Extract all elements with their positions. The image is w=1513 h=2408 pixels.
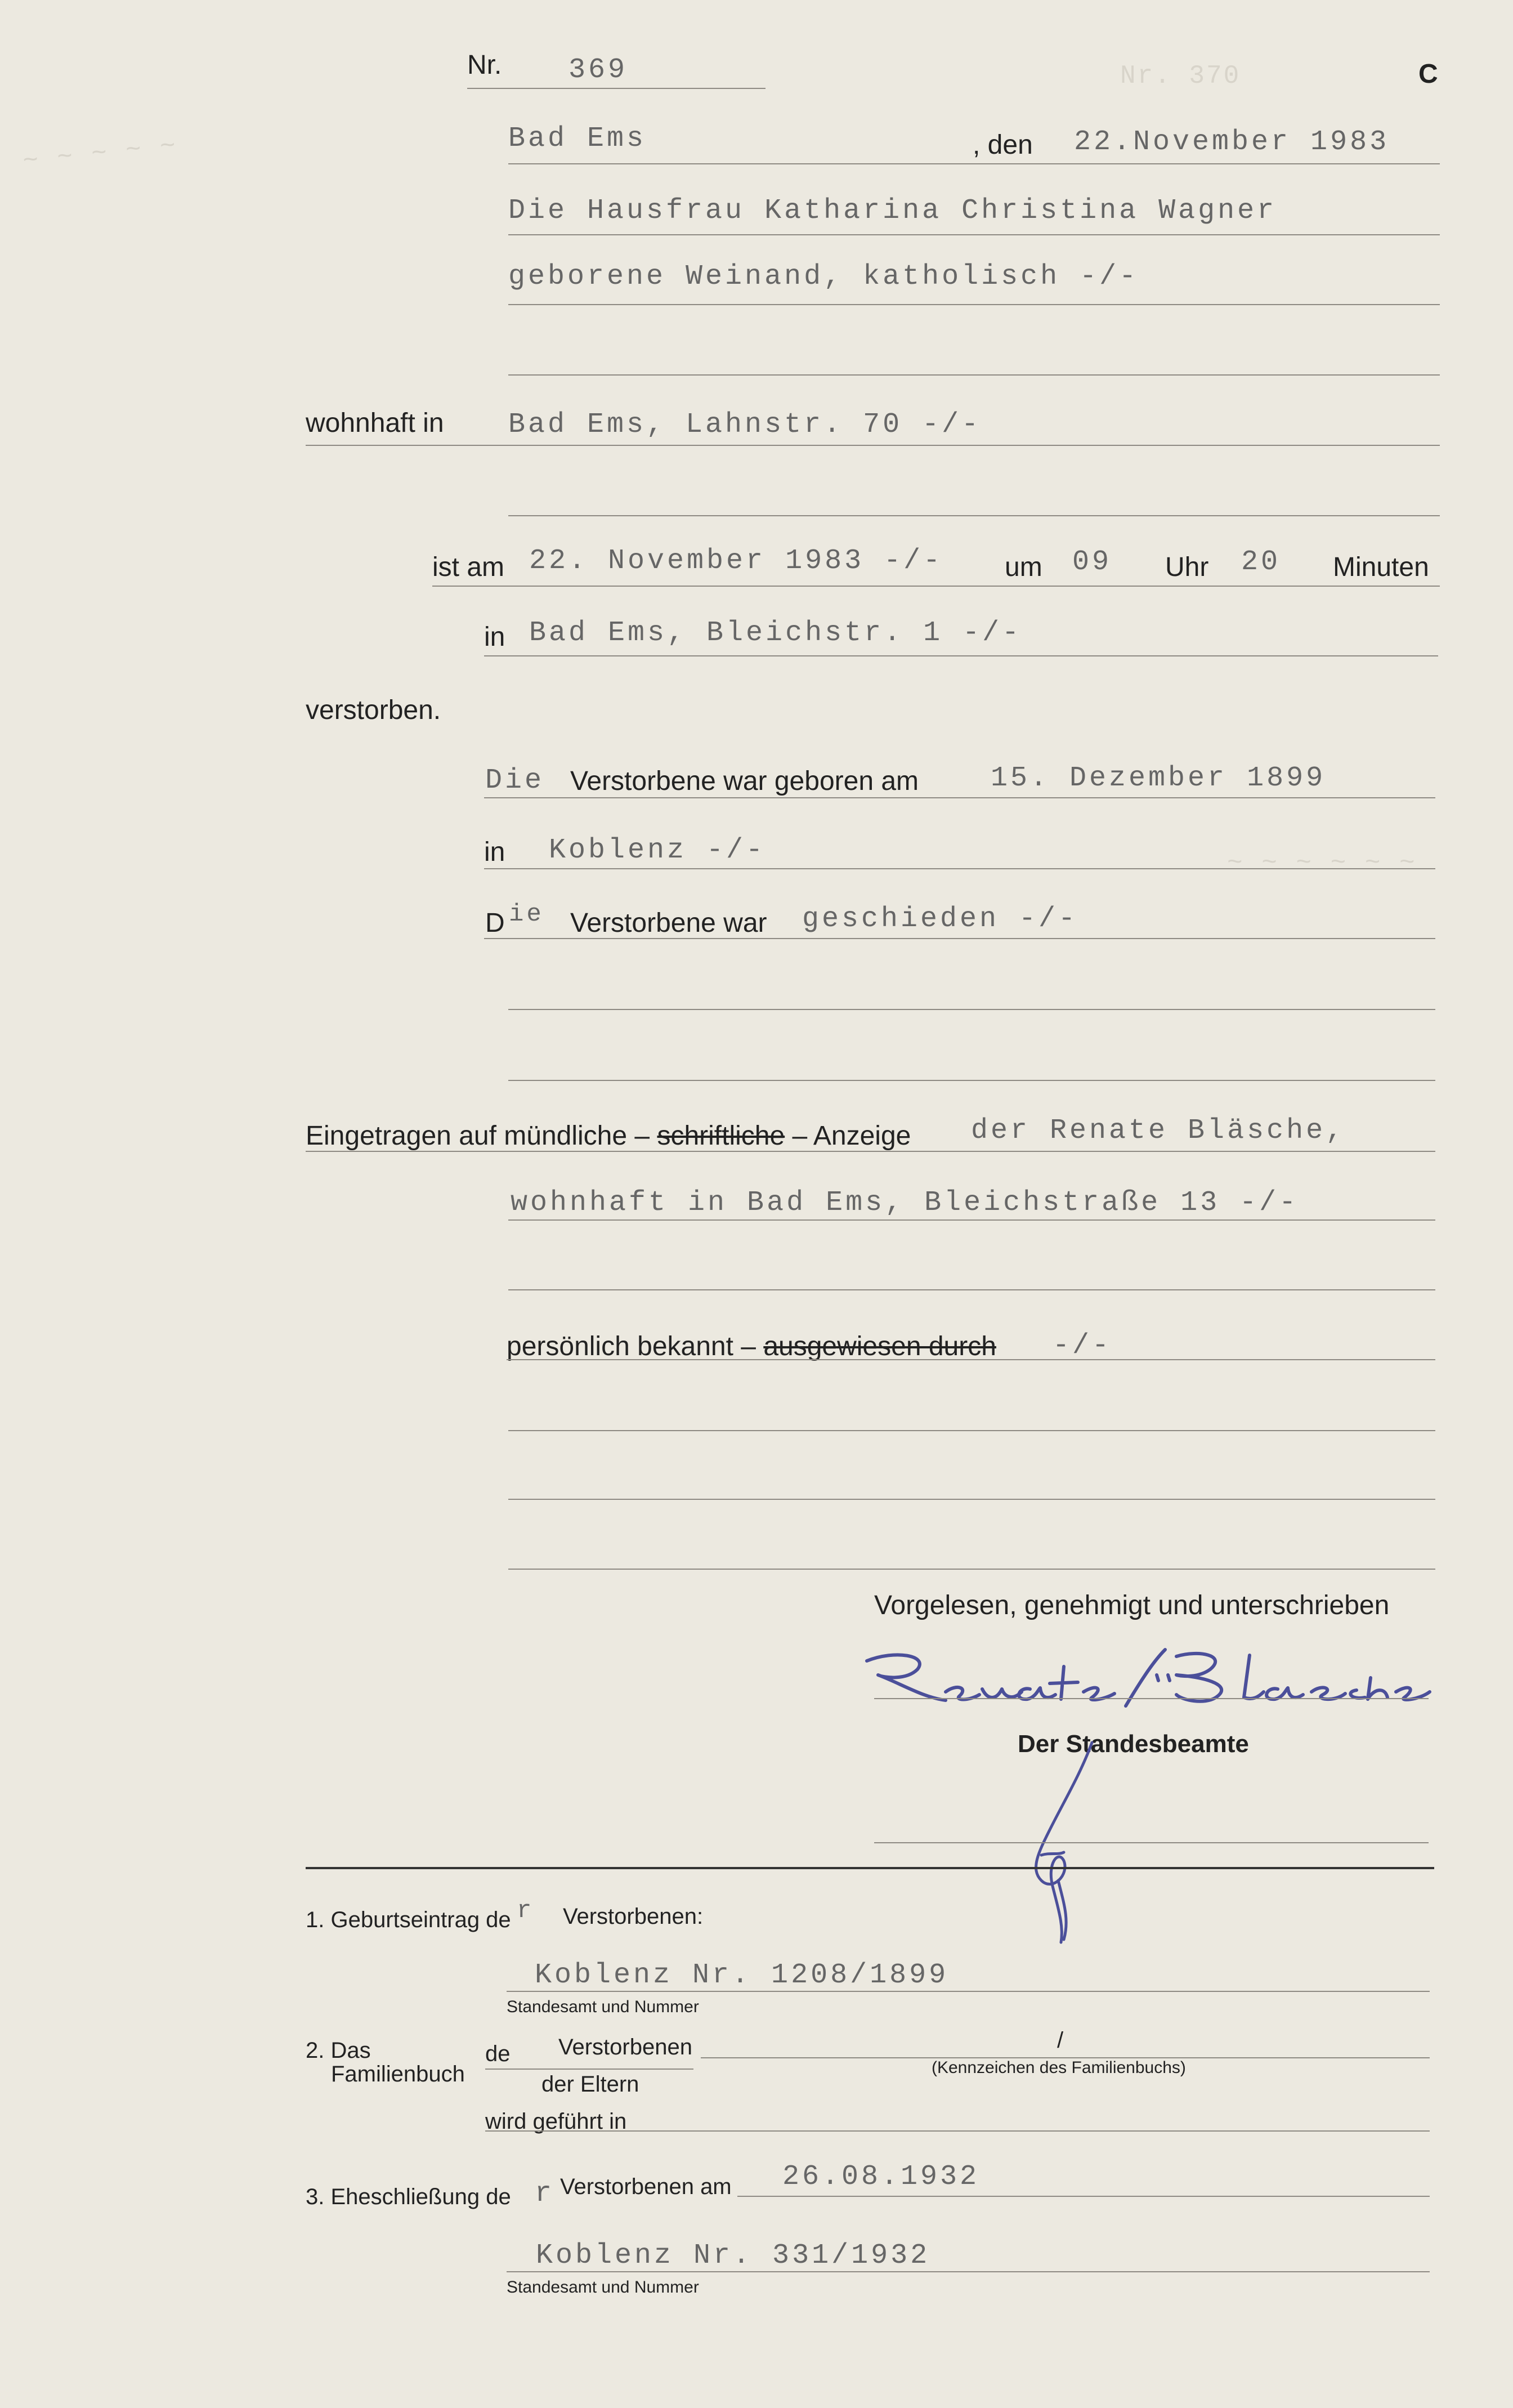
registration-label (306, 1123, 911, 1150)
rule (507, 1991, 1430, 1992)
rule (874, 1842, 1429, 1843)
nr-value: 369 (569, 54, 628, 86)
rule (485, 2069, 693, 2070)
informant-signature (861, 1644, 1435, 1717)
marital-d-label: D (485, 908, 505, 938)
residence-label: wohnhaft in (306, 408, 444, 438)
rule (508, 234, 1440, 235)
closing-statement: Vorgelesen, genehmigt und unterschrieben (874, 1591, 1390, 1620)
minuten-label: Minuten (1333, 552, 1429, 582)
rule (467, 88, 766, 89)
rule (508, 163, 1440, 164)
note2-label-a: 2. Das (306, 2038, 371, 2063)
birth-date: 15. Dezember 1899 (991, 762, 1326, 794)
note1-r-typed: r (517, 1897, 535, 1925)
note2-slash: / (1057, 2028, 1064, 2053)
note3-label: 3. Eheschließung de (306, 2184, 511, 2209)
identity-label (507, 1333, 996, 1360)
rule (508, 1080, 1435, 1081)
note2-label-b: Familienbuch (331, 2062, 465, 2087)
residence-value: Bad Ems, Lahnstr. 70 -/- (508, 409, 982, 441)
rule (484, 655, 1438, 656)
rule (507, 1359, 1435, 1360)
registration-label-struck: schriftliche (657, 1121, 785, 1151)
birth-register-entry: Koblenz Nr. 1208/1899 (535, 1959, 949, 1991)
death-place-in-label: in (484, 622, 505, 652)
rule (874, 1698, 1429, 1699)
registration-label-after: – Anzeige (792, 1121, 911, 1151)
death-place: Bad Ems, Bleichstr. 1 -/- (529, 617, 1022, 649)
rule (508, 1569, 1435, 1570)
rule (508, 374, 1440, 376)
rule (508, 1219, 1435, 1221)
rule (484, 868, 1435, 869)
marital-ie-typed: ie (509, 900, 544, 928)
family-book-caption: (Kennzeichen des Familienbuchs) (932, 2058, 1186, 2077)
marital-status: geschieden -/- (802, 903, 1078, 935)
informant-address: wohnhaft in Bad Ems, Bleichstraße 13 -/- (511, 1187, 1299, 1219)
note2-fuehrt-label: wird geführt in (485, 2109, 627, 2134)
rule (306, 1151, 1435, 1152)
um-label: um (1005, 552, 1042, 582)
uhr-label: Uhr (1165, 552, 1209, 582)
nr-label: Nr. (467, 50, 502, 80)
note1-caption: Standesamt und Nummer (507, 1998, 699, 2016)
rule (306, 445, 1440, 446)
informant-name: der Renate Bläsche, (971, 1115, 1346, 1147)
note1-after-label: Verstorbenen: (563, 1904, 704, 1929)
registration-label-before: Eingetragen auf mündliche – (306, 1121, 650, 1151)
rule (484, 797, 1435, 798)
ist-am-label: ist am (432, 552, 505, 582)
rule (484, 938, 1435, 939)
place-of-registration: Bad Ems (508, 123, 647, 155)
birth-label: Verstorbene war geboren am (570, 766, 919, 796)
rule (508, 1430, 1435, 1431)
official-signature (1024, 1740, 1103, 1948)
bleed-through-text: Nr. 370 (1120, 61, 1241, 91)
death-date: 22. November 1983 -/- (529, 545, 943, 577)
corner-letter: C (1418, 59, 1438, 89)
bleed-through-text: ~ ~ ~ ~ ~ ~ (1227, 848, 1417, 878)
rule (508, 515, 1440, 516)
rule (508, 1289, 1435, 1290)
note3-caption: Standesamt und Nummer (507, 2278, 699, 2297)
note3-r-typed: r (535, 2178, 555, 2210)
birth-place-in-label: in (484, 837, 505, 867)
official-label: Der Standesbeamte (1018, 1730, 1249, 1758)
identity-value: -/- (1053, 1330, 1112, 1362)
marital-label: Verstorbene war (570, 908, 767, 938)
note1-label: 1. Geburtseintrag de (306, 1907, 511, 1932)
verstorben-label: verstorben. (306, 695, 441, 725)
note3-after-label: Verstorbenen am (560, 2174, 732, 2199)
rule (508, 1009, 1435, 1010)
marriage-date: 26.08.1932 (782, 2161, 980, 2193)
deceased-name: Die Hausfrau Katharina Christina Wagner (508, 195, 1277, 227)
rule (737, 2196, 1430, 2197)
note2-verstorbenen: Verstorbenen (558, 2035, 692, 2059)
identity-label-struck: ausgewiesen durch (763, 1332, 996, 1361)
die-typed: Die (485, 765, 545, 797)
bleed-through-margin-note: ~ ~ ~ ~ ~ (21, 131, 179, 177)
registration-date: 22.November 1983 (1074, 126, 1390, 158)
rule (485, 2130, 1430, 2132)
deceased-birth-name-religion: geborene Weinand, katholisch -/- (508, 261, 1139, 293)
death-minutes: 20 (1241, 546, 1281, 578)
death-hour: 09 (1072, 546, 1112, 578)
identity-label-known: persönlich bekannt – (507, 1332, 756, 1361)
birth-place: Koblenz -/- (549, 834, 766, 866)
rule (508, 304, 1440, 305)
rule (432, 586, 1440, 587)
den-label: , den (973, 130, 1033, 160)
rule (507, 2271, 1430, 2272)
marriage-register-entry: Koblenz Nr. 331/1932 (536, 2240, 930, 2272)
section-separator (306, 1867, 1434, 1869)
note2-eltern: der Eltern (541, 2072, 639, 2097)
note2-de: de (485, 2041, 511, 2066)
rule (508, 1499, 1435, 1500)
